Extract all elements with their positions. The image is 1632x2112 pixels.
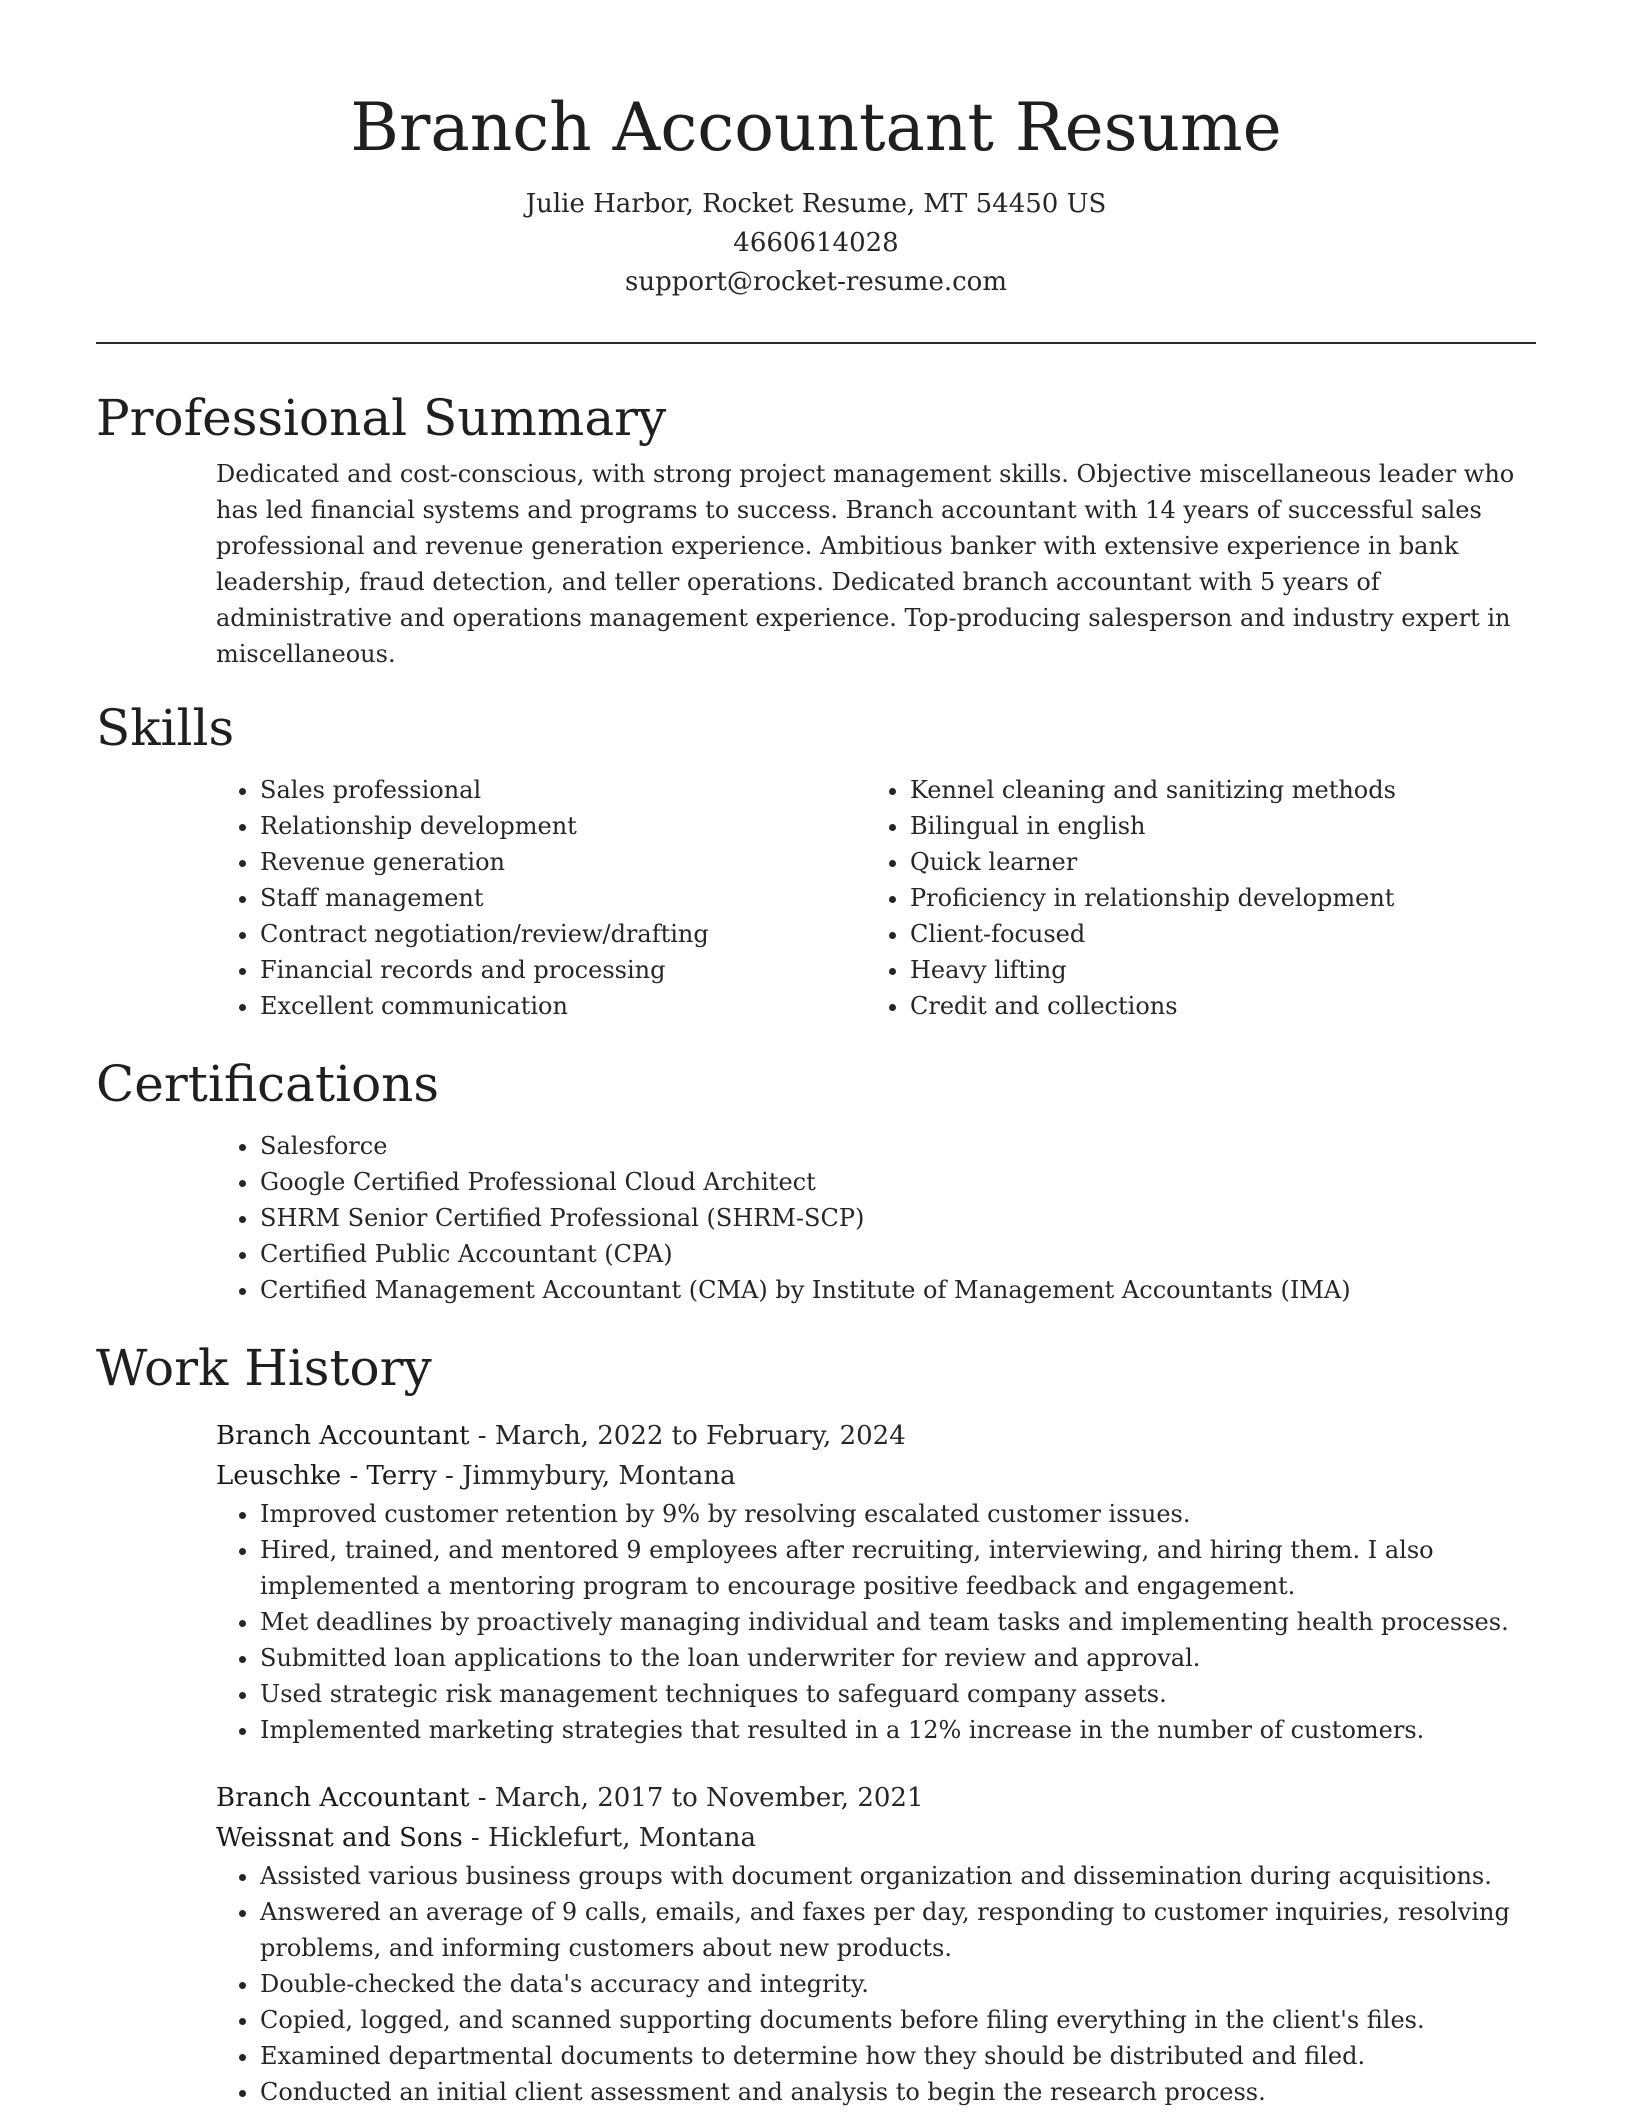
certification-item: • Certified Management Accountant (CMA) by Institute of Management Accountants (IMA) bbox=[260, 1272, 1536, 1308]
certifications-heading: Certifications bbox=[96, 1055, 440, 1113]
skill-item: • Staff management bbox=[260, 880, 866, 916]
job-bullet: • Double-checked the data's accuracy and integrity. bbox=[260, 1966, 1536, 2002]
contact-block bbox=[96, 185, 1536, 302]
job-entry bbox=[216, 1416, 1536, 1748]
job-bullet: • Assisted various business groups with document organization and dissemination during acquisitions. bbox=[260, 1858, 1536, 1894]
skill-item: • Client-focused bbox=[910, 916, 1516, 952]
job-bullets bbox=[216, 1496, 1536, 1748]
job-title-line bbox=[216, 1416, 1536, 1456]
job-dates: - March, 2022 to February, 2024 bbox=[469, 1421, 906, 1451]
job-location: - Hicklefurt, Montana bbox=[462, 1823, 756, 1853]
contact-phone: 4660614028 bbox=[733, 228, 899, 258]
skill-item: • Financial records and processing bbox=[260, 952, 866, 988]
skills-list-left bbox=[216, 772, 866, 1024]
job-bullet: • Copied, logged, and scanned supporting documents before filing everything in the client's files. bbox=[260, 2002, 1536, 2038]
job-company-line bbox=[216, 1456, 1536, 1496]
skill-item: • Proficiency in relationship development bbox=[910, 880, 1516, 916]
work-history-section bbox=[96, 1338, 1536, 2110]
skill-item: • Quick learner bbox=[910, 844, 1516, 880]
job-title: Branch Accountant bbox=[216, 1421, 470, 1451]
summary-section bbox=[96, 388, 1536, 672]
job-bullet: • Used strategic risk management techniques to safeguard company assets. bbox=[260, 1676, 1536, 1712]
job-bullet: • Hired, trained, and mentored 9 employees after recruiting, interviewing, and hiring them. I also implemented a mentoring program to encourage positive feedback and engagement. bbox=[260, 1532, 1536, 1604]
work-history-heading: Work History bbox=[96, 1339, 432, 1397]
skill-item: • Credit and collections bbox=[910, 988, 1516, 1024]
summary-text: Dedicated and cost-conscious, with strong project management skills. Objective miscellaneous leader who has led financial systems and programs to success. Branch accountant with 14 years of successful sales professional and revenue generation experience. Ambitious banker with extensive experience in bank leadership, fraud detection, and teller operations. Dedicated branch accountant with 5 years of administrative and operations management experience. Top-producing salesperson and industry expert in miscellaneous. bbox=[216, 460, 1515, 668]
job-company: Weissnat and Sons bbox=[216, 1823, 463, 1853]
skills-columns bbox=[216, 772, 1536, 1024]
skills-section bbox=[96, 698, 1536, 1024]
resume-title: Branch Accountant Resume bbox=[350, 89, 1282, 166]
skill-item: • Heavy lifting bbox=[910, 952, 1516, 988]
certifications-list bbox=[216, 1128, 1536, 1308]
skill-item: • Bilingual in english bbox=[910, 808, 1516, 844]
job-bullets bbox=[216, 1858, 1536, 2110]
job-bullet: • Improved customer retention by 9% by resolving escalated customer issues. bbox=[260, 1496, 1536, 1532]
job-bullet: • Met deadlines by proactively managing individual and team tasks and implementing health processes. bbox=[260, 1604, 1536, 1640]
certification-item: • Salesforce bbox=[260, 1128, 1536, 1164]
contact-address: Julie Harbor, Rocket Resume, MT 54450 US bbox=[525, 189, 1107, 219]
header-divider bbox=[96, 342, 1536, 344]
skill-item: • Sales professional bbox=[260, 772, 866, 808]
job-bullet: • Submitted loan applications to the loan underwriter for review and approval. bbox=[260, 1640, 1536, 1676]
job-bullet: • Implemented marketing strategies that resulted in a 12% increase in the number of customers. bbox=[260, 1712, 1536, 1748]
skill-item: • Revenue generation bbox=[260, 844, 866, 880]
certification-item: • Google Certified Professional Cloud Architect bbox=[260, 1164, 1536, 1200]
skills-heading: Skills bbox=[96, 699, 235, 757]
contact-email: support@rocket-resume.com bbox=[624, 267, 1007, 297]
job-title: Branch Accountant bbox=[216, 1783, 470, 1813]
job-title-line bbox=[216, 1778, 1536, 1818]
skill-item: • Contract negotiation/review/drafting bbox=[260, 916, 866, 952]
job-dates: - March, 2017 to November, 2021 bbox=[469, 1783, 924, 1813]
job-location: - Jimmybury, Montana bbox=[436, 1461, 736, 1491]
certifications-section bbox=[96, 1054, 1536, 1308]
certification-item: • Certified Public Accountant (CPA) bbox=[260, 1236, 1536, 1272]
skills-list-right bbox=[866, 772, 1516, 1024]
summary-heading: Professional Summary bbox=[96, 389, 667, 447]
resume-page bbox=[96, 0, 1536, 2110]
job-company: Leuschke - Terry bbox=[216, 1461, 437, 1491]
job-company-line bbox=[216, 1818, 1536, 1858]
job-bullet: • Conducted an initial client assessment and analysis to begin the research process. bbox=[260, 2074, 1536, 2110]
certification-item: • SHRM Senior Certified Professional (SHRM-SCP) bbox=[260, 1200, 1536, 1236]
job-bullet: • Examined departmental documents to determine how they should be distributed and filed. bbox=[260, 2038, 1536, 2074]
skill-item: • Kennel cleaning and sanitizing methods bbox=[910, 772, 1516, 808]
job-entry bbox=[216, 1778, 1536, 2110]
job-bullet: • Answered an average of 9 calls, emails, and faxes per day, responding to customer inquiries, resolving problems, and informing customers about new products. bbox=[260, 1894, 1536, 1966]
skill-item: • Excellent communication bbox=[260, 988, 866, 1024]
skill-item: • Relationship development bbox=[260, 808, 866, 844]
